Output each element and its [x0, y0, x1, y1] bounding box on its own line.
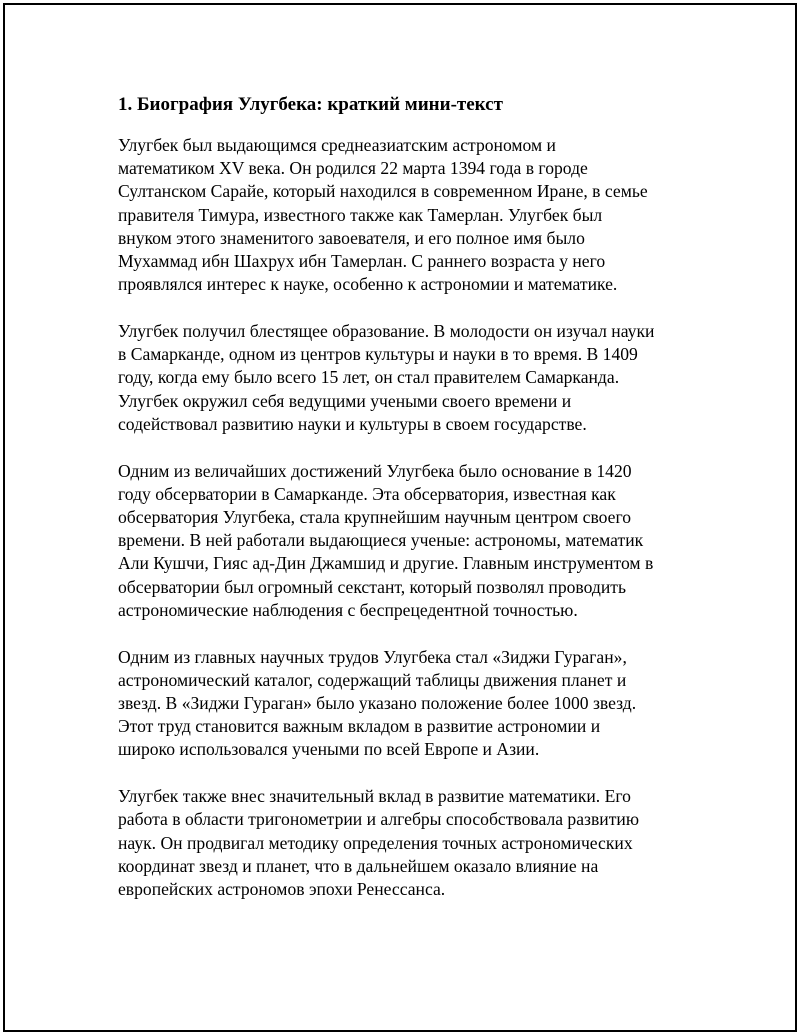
text-line: содействовал развитию науки и культуры в своем государстве. — [118, 413, 587, 434]
text-line: координат звезд и планет, что в дальнейшем оказало влияние на — [118, 855, 599, 876]
text-line: Улугбек получил блестящее образование. В молодости он изучал науки — [118, 321, 655, 342]
text-line: математиком XV века. Он родился 22 марта 1394 года в городе — [118, 158, 588, 179]
text-line: году, когда ему было всего 15 лет, он стал правителем Самарканда. — [118, 367, 620, 388]
text-line: Улугбек также внес значительный вклад в развитие математики. Его — [118, 786, 631, 807]
paragraph-early-life — [118, 134, 708, 296]
paragraph-zij — [118, 646, 708, 762]
text-line: Султанском Сарайе, который находился в современном Иране, в семье — [118, 181, 648, 202]
text-line: правителя Тимура, известного также как Тамерлан. Улугбек был — [118, 204, 603, 225]
paragraph-observatory — [118, 460, 708, 622]
text-line: звезд. В «Зиджи Гураган» было указано положение более 1000 звезд. — [118, 693, 637, 714]
text-line: обсерватории был огромный секстант, который позволял проводить — [118, 576, 626, 597]
text-line: Одним из величайших достижений Улугбека было основание в 1420 — [118, 460, 632, 481]
text-line: Мухаммад ибн Шахрух ибн Тамерлан. С раннего возраста у него — [118, 251, 606, 272]
text-line: времени. В ней работали выдающиеся ученые: астрономы, математик — [118, 530, 644, 551]
text-line: астрономические наблюдения с беспрецедентной точностью. — [118, 599, 578, 620]
text-line: Одним из главных научных трудов Улугбека стал «Зиджи Гураган», — [118, 646, 627, 667]
text-line: в Самарканде, одном из центров культуры и науки в то время. В 1409 — [118, 344, 638, 365]
text-line: проявлялся интерес к науке, особенно к астрономии и математике. — [118, 274, 618, 295]
text-line: широко использовался учеными по всей Европе и Азии. — [118, 739, 540, 760]
text-line: Этот труд становится важным вкладом в развитие астрономии и — [118, 716, 601, 737]
text-line: наук. Он продвигал методику определения точных астрономических — [118, 832, 633, 853]
text-line: обсерватория Улугбека, стала крупнейшим научным центром своего — [118, 507, 632, 528]
text-line: году обсерватории в Самарканде. Эта обсерватория, известная как — [118, 483, 616, 504]
text-line: Улугбек был выдающимся среднеазиатским астрономом и — [118, 135, 556, 155]
text-line: астрономический каталог, содержащий таблицы движения планет и — [118, 669, 627, 690]
text-line: Улугбек окружил себя ведущими учеными своего времени и — [118, 390, 572, 411]
text-line: внуком этого знаменитого завоевателя, и его полное имя было — [118, 227, 585, 248]
text-line: европейских астрономов эпохи Ренессанса. — [118, 879, 446, 900]
text-line: работа в области тригонометрии и алгебры способствовала развитию — [118, 809, 639, 830]
paragraph-mathematics — [118, 785, 708, 901]
paragraph-education — [118, 320, 708, 436]
page-title: 1. Биография Улугбека: краткий мини-текст — [118, 94, 503, 115]
text-line: Али Кушчи, Гияс ад-Дин Джамшид и другие. Главным инструментом в — [118, 553, 654, 574]
document-body — [118, 90, 708, 925]
